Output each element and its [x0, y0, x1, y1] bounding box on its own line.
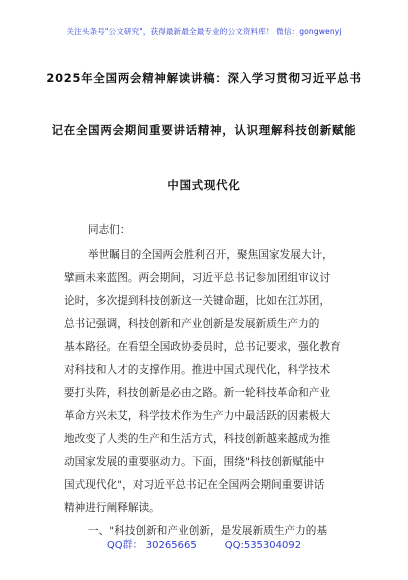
paragraph-line: 基本路径。在看望全国政协委员时，总书记要求，强化教育 [64, 341, 341, 353]
paragraph-line: 举世瞩目的全国两会胜利召开，聚焦国家发展大计， [88, 249, 333, 261]
greeting: 同志们： [88, 224, 131, 236]
footer-qq-number: QQ:535304092 [224, 540, 302, 551]
document-title-line-1: 2025年全国两会精神解读讲稿：深入学习贯彻习近平总书 [46, 71, 362, 85]
paragraph-line: 要打头阵，科技创新是必由之路。新一轮科技革命和产业 [64, 387, 331, 399]
header-banner: 关注头条号"公文研究"，获得最新最全最专业的公文资料库！ 微信：gongwenyj [66, 27, 342, 36]
footer-qq-group: QQ群： 30265665 [106, 540, 197, 551]
paragraph-line: 总书记强调，科技创新和产业创新是发展新质生产力的 [64, 318, 320, 330]
paragraph-line: 论时，多次提到科技创新这一关键命题，比如在江苏团， [64, 295, 331, 307]
footer-contact [0, 536, 408, 551]
paragraph-line: 对科技和人才的支撑作用。推进中国式现代化，科学技术 [64, 364, 331, 376]
paragraph-line: 精神进行阐释解读。 [64, 502, 160, 514]
paragraph-2-line-1: 一、"科技创新和产业创新，是发展新质生产力的基 [88, 525, 328, 537]
paragraph-line: 动国家发展的重要驱动力。下面，围绕"科技创新赋能中 [64, 456, 325, 468]
paragraph-line: 擘画未来蓝图。两会期间，习近平总书记参加团组审议讨 [64, 272, 331, 284]
paragraph-line: 革命方兴未艾，科学技术作为生产力中最活跃的因素极大 [64, 410, 331, 422]
document-title-line-2: 记在全国两会期间重要讲话精神，认识理解科技创新赋能 [51, 123, 357, 137]
paragraph-line: 国式现代化"，对习近平总书记在全国两会期间重要讲话 [64, 479, 325, 491]
paragraph-line: 地改变了人类的生产和生活方式，科技创新越来越成为推 [64, 433, 331, 445]
document-title-line-3: 中国式现代化 [167, 178, 241, 192]
